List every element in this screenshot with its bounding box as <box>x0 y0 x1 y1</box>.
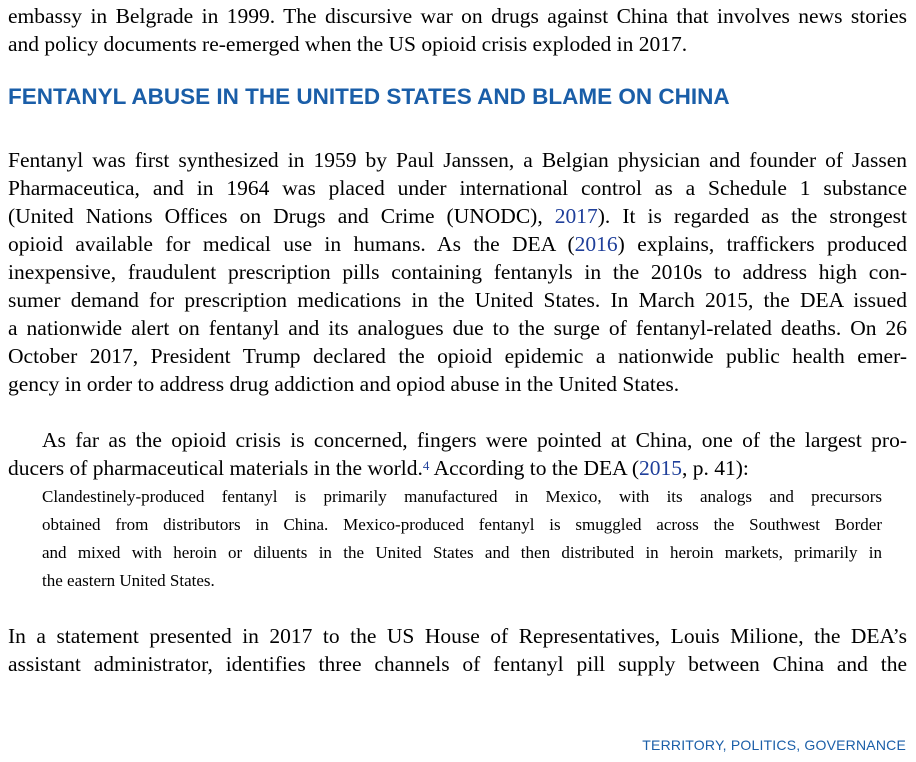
quote-line: and mixed with heroin or diluents in the United States and then distributed in heroin markets, primarily in <box>42 543 882 562</box>
text-segment: , p. 41): <box>682 456 749 480</box>
text-segment: ducers of pharmaceutical materials in the world. <box>8 456 423 480</box>
text-line: Fentanyl was first synthesized in 1959 by Paul Janssen, a Belgian physician and founder of Jassen <box>8 148 907 172</box>
text-line: a nationwide alert on fentanyl and its analogues due to the surge of fentanyl-related deaths. On 26 <box>8 316 907 340</box>
citation-link-unodc-2017[interactable]: 2017 <box>554 204 598 228</box>
text-line: Pharmaceutica, and in 1964 was placed under international control as a Schedule 1 substance <box>8 176 907 200</box>
text-line <box>8 454 907 482</box>
text-segment: (United Nations Offices on Drugs and Crime (UNODC), <box>8 204 555 228</box>
block-quote <box>42 483 882 595</box>
text-line <box>8 230 907 258</box>
text-line <box>8 202 907 230</box>
text-segment: ). It is regarded as the strongest <box>597 204 908 228</box>
citation-link-dea-2016[interactable]: 2016 <box>574 232 618 256</box>
section-heading: FENTANYL ABUSE IN THE UNITED STATES AND BLAME ON CHINA <box>8 84 730 109</box>
quote-line: the eastern United States. <box>42 571 215 590</box>
paragraph-milione-statement <box>8 622 907 678</box>
footnote-link-4[interactable]: 4 <box>422 458 430 473</box>
quote-line: Clandestinely-produced fentanyl is primarily manufactured in Mexico, with its analogs and precursors <box>42 487 882 506</box>
text-line: In a statement presented in 2017 to the US House of Representatives, Louis Milione, the DEA’s <box>8 624 907 648</box>
quote-line: obtained from distributors in China. Mexico-produced fentanyl is smuggled across the Southwest Border <box>42 515 882 534</box>
text-segment: opioid available for medical use in humans. As the DEA ( <box>8 232 575 256</box>
paragraph-intro-continuation <box>8 2 907 58</box>
paragraph-china-blame <box>8 426 907 482</box>
citation-link-dea-2015[interactable]: 2015 <box>639 456 682 480</box>
text-line: and policy documents re-emerged when the US opioid crisis exploded in 2017. <box>8 32 688 56</box>
text-line <box>8 426 907 454</box>
journal-footer: TERRITORY, POLITICS, GOVERNANCE <box>642 737 906 753</box>
text-line: sumer demand for prescription medications in the United States. In March 2015, the DEA issued <box>8 288 907 312</box>
text-line: embassy in Belgrade in 1999. The discursive war on drugs against China that involves news stories <box>8 4 907 28</box>
text-line: October 2017, President Trump declared the opioid epidemic a nationwide public health emer- <box>8 344 907 368</box>
paragraph-fentanyl-history <box>8 146 907 398</box>
text-line: assistant administrator, identifies three channels of fentanyl pill supply between China and the <box>8 652 907 676</box>
text-line: inexpensive, fraudulent prescription pills containing fentanyls in the 2010s to address high con- <box>8 260 907 284</box>
text-segment: ) explains, traffickers produced <box>617 232 908 256</box>
text-line: gency in order to address drug addiction and opiod abuse in the United States. <box>8 372 680 396</box>
text-segment: As far as the opioid crisis is concerned, fingers were pointed at China, one of the largest pro- <box>42 428 907 452</box>
text-segment: According to the DEA ( <box>429 456 639 480</box>
